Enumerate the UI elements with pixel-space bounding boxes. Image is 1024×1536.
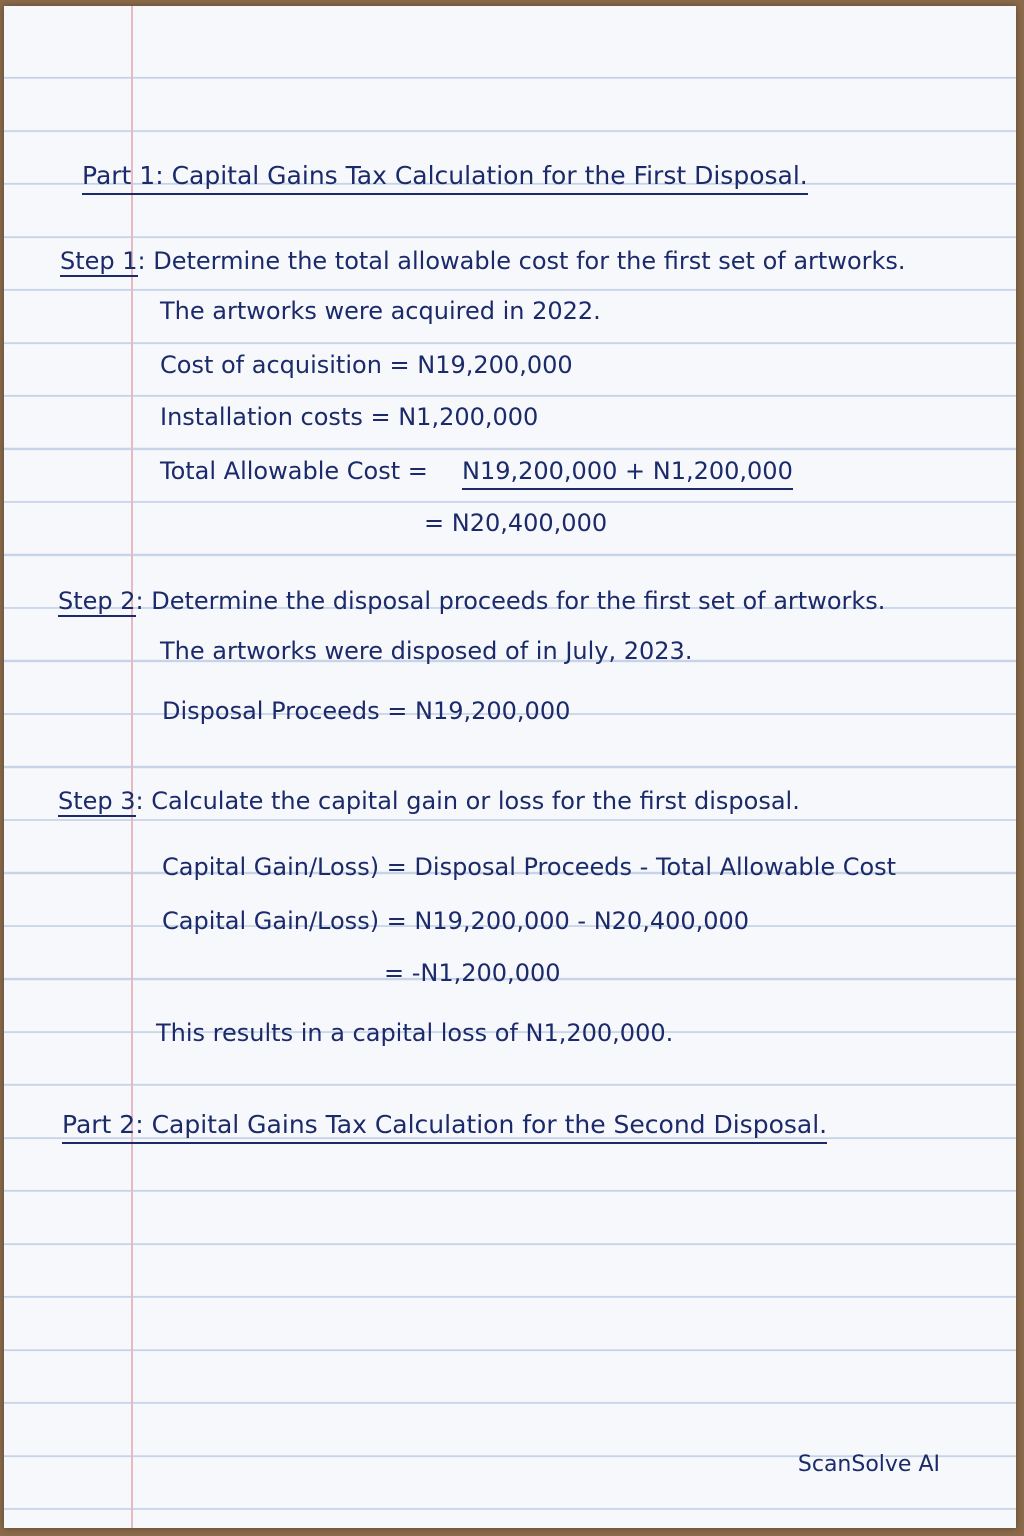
step2-heading: : Determine the disposal proceeds for the first set of artworks. bbox=[135, 587, 886, 615]
step1-acquired-line: The artworks were acquired in 2022. bbox=[160, 297, 601, 325]
cost-acquisition-line: Cost of acquisition = N19,200,000 bbox=[160, 351, 573, 379]
total-allowable-cost-result: = N20,400,000 bbox=[424, 509, 608, 537]
margin-line bbox=[131, 6, 133, 1528]
step3-heading: : Calculate the capital gain or loss for the first disposal. bbox=[135, 787, 800, 815]
part2-title: Part 2: Capital Gains Tax Calculation for the Second Disposal. bbox=[62, 1110, 827, 1144]
step3-line bbox=[58, 786, 800, 816]
step1-line bbox=[60, 246, 906, 276]
brand-watermark: ScanSolve AI bbox=[797, 1452, 940, 1477]
installation-costs-line: Installation costs = N1,200,000 bbox=[160, 403, 539, 431]
capital-loss-conclusion: This results in a capital loss of N1,200,000. bbox=[156, 1019, 674, 1047]
total-allowable-cost-label: Total Allowable Cost = bbox=[160, 457, 428, 485]
disposal-proceeds-line: Disposal Proceeds = N19,200,000 bbox=[162, 697, 571, 725]
step1-heading: : Determine the total allowable cost for the first set of artworks. bbox=[137, 247, 906, 275]
step1-label: Step 1 bbox=[60, 247, 138, 275]
step2-disposed-line: The artworks were disposed of in July, 2023. bbox=[160, 637, 693, 665]
step2-label: Step 2 bbox=[58, 587, 136, 615]
step2-line bbox=[58, 586, 885, 616]
notebook-page bbox=[4, 6, 1016, 1528]
capital-gain-substitution: Capital Gain/Loss) = N19,200,000 - N20,400,000 bbox=[162, 907, 750, 935]
capital-gain-result: = -N1,200,000 bbox=[384, 959, 561, 987]
step3-label: Step 3 bbox=[58, 787, 136, 815]
capital-gain-formula: Capital Gain/Loss) = Disposal Proceeds - Total Allowable Cost bbox=[162, 853, 897, 881]
total-allowable-cost-expression: N19,200,000 + N1,200,000 bbox=[462, 456, 793, 490]
part1-title: Part 1: Capital Gains Tax Calculation for the First Disposal. bbox=[82, 161, 808, 195]
